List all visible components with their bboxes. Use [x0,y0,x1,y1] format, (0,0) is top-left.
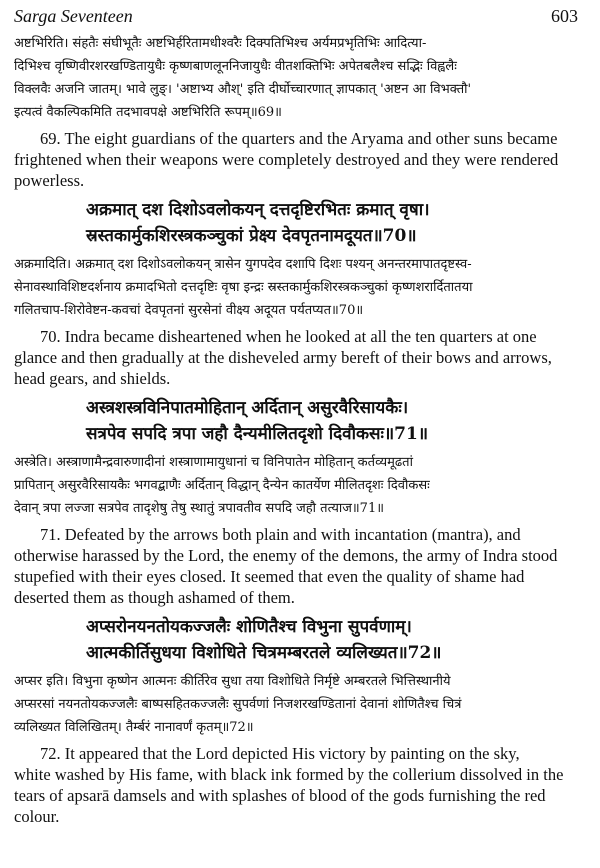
commentary-line: अस्त्रेति। अस्त्राणामैन्द्रवारुणादीनां शस्त्राणामायुधानां च विनिपातेन मोहितान् कर्तव्यमूढतां [14,455,413,470]
commentary-line: व्यलिख्यत विलिखितम्। तैर्म्बरं नानावर्णं कृतम्॥72॥ [14,720,254,735]
translation-70 [14,326,586,389]
commentary-70 [14,253,586,322]
translation-line: 71. Defeated by the arrows both plain and with incantation (mantra), and [40,525,521,544]
commentary-line: सेनावस्थाविशिष्टदर्शनाय क्रमादभितो दत्तदृष्टिः वृषा इन्द्रः स्रस्तकार्मुकशिरस्त्रकञ्चुकां कृष्णशरार्दितातया [14,280,473,295]
commentary-69 [14,32,586,124]
translation-line: colour. [14,807,60,826]
translation-line: glance and then gradually at the disheveled army bereft of their bows and arrows, [14,348,552,367]
running-title: Sarga Seventeen [14,6,133,26]
verse-71 [14,395,586,447]
translation-line: tears of apsarā damsels and with splashes of blood of the gods furnishing the red [14,786,546,805]
translation-line: head gears, and shields. [14,369,171,388]
translation-69 [14,128,586,191]
verse-72 [14,614,586,666]
verse-line: सत्रपेव सपदि त्रपा जहौ दैन्यमीलितदृशो दिवौकसः॥71॥ [86,424,429,444]
commentary-line: विक्लवैः अजनि जातम्। भावे लुङ्। 'अष्टाभ्य औश्' इति दीर्घोच्चारणात् ज्ञापकात् 'अष्टन आ विभक्तौ' [14,82,472,97]
translation-line: deserted them as though ashamed of them. [14,588,295,607]
commentary-line: देवान् त्रपा लज्जा सत्रपेव तादृशेषु तेषु स्थातुं त्रपावतीव सपदि जहौ तत्याज॥71॥ [14,501,385,516]
verse-70 [14,197,586,249]
commentary-71 [14,451,586,520]
verse-line: आत्मकीर्तिसुधया विशोधिते चित्रमम्बरतले व्यलिख्यत॥72॥ [86,643,442,663]
page-number: 603 [551,6,578,26]
running-header [14,0,586,32]
verse-line: अस्त्रशस्त्रविनिपातमोहितान् अर्दितान् असुरवैरिसायकैः। [86,398,409,418]
translation-line: otherwise harassed by the Lord, the enemy of the demons, the army of Indra stood [14,546,558,565]
commentary-line: अक्रमादिति। अक्रमात् दश दिशोऽवलोकयन् त्रासेन युगपदेव दशापि दिशः पश्यन् अनन्तरमापातदृष्टस्व- [14,257,472,272]
commentary-line: दिभिश्च वृष्णिवीरशरखण्डितायुधैः कृष्णबाणलूननिजायुधैः वीतशक्तिभिः अपेतबलैश्च सद्भिः विह्वलैः [14,59,457,74]
translation-line: white washed by His fame, with black ink formed by the collerium dissolved in the [14,765,564,784]
commentary-line: अष्टभिरिति। संहतैः संघीभूतैः अष्टभिर्हरितामधीश्वरैः दिक्पतिभिश्च अर्यमप्रभृतिभिः आदित्या- [14,36,427,51]
commentary-line: अप्सरसां नयनतोयकज्जलैः बाष्पसहितकज्जलैः सुपर्वणां निजशरखण्डितानां देवानां शोणितैश्च चित्रं [14,697,462,712]
translation-72 [14,743,586,827]
translation-line: stupefied with their eyes closed. It seemed that even the quality of shame had [14,567,525,586]
commentary-line: अप्सर इति। विभुना कृष्णेन आत्मनः कीर्तिरेव सुधा तया विशोधिते निर्मृष्टे अम्बरतले भित्तिस्थानीये [14,674,451,689]
commentary-line: गलितचाप-शिरोवेष्टन-कवचां देवपृतनां सुरसेनां वीक्ष्य अदूयत पर्यतप्यत॥70॥ [14,303,364,318]
commentary-line: इत्यत्वं वैकल्पिकमिति तदभावपक्षे अष्टभिरिति रूपम्॥69॥ [14,105,282,120]
verse-line: स्रस्तकार्मुकशिरस्त्रकञ्चुकां प्रेक्ष्य देवपृतनामदूयत॥70॥ [86,226,417,246]
commentary-line: प्रापितान् असुरवैरिसायकैः भगवद्बाणैः अर्दितान् विद्धान् दैन्येन कातर्येण मीलितदृशः दिवौकसः [14,478,430,493]
commentary-72 [14,670,586,739]
translation-line: 72. It appeared that the Lord depicted His victory by painting on the sky, [40,744,520,763]
translation-line: powerless. [14,171,85,190]
translation-71 [14,524,586,608]
translation-line: 70. Indra became disheartened when he looked at all the ten quarters at one [40,327,537,346]
translation-line: frightened when their weapons were completely destroyed and they were rendered [14,150,559,169]
translation-line: 69. The eight guardians of the quarters and the Aryama and other suns became [40,129,558,148]
verse-line: अप्सरोनयनतोयकज्जलैः शोणितैश्च विभुना सुपर्वणाम्। [86,617,412,637]
verse-line: अक्रमात् दश दिशोऽवलोकयन् दत्तदृष्टिरभितः क्रमात् वृषा। [86,200,430,220]
